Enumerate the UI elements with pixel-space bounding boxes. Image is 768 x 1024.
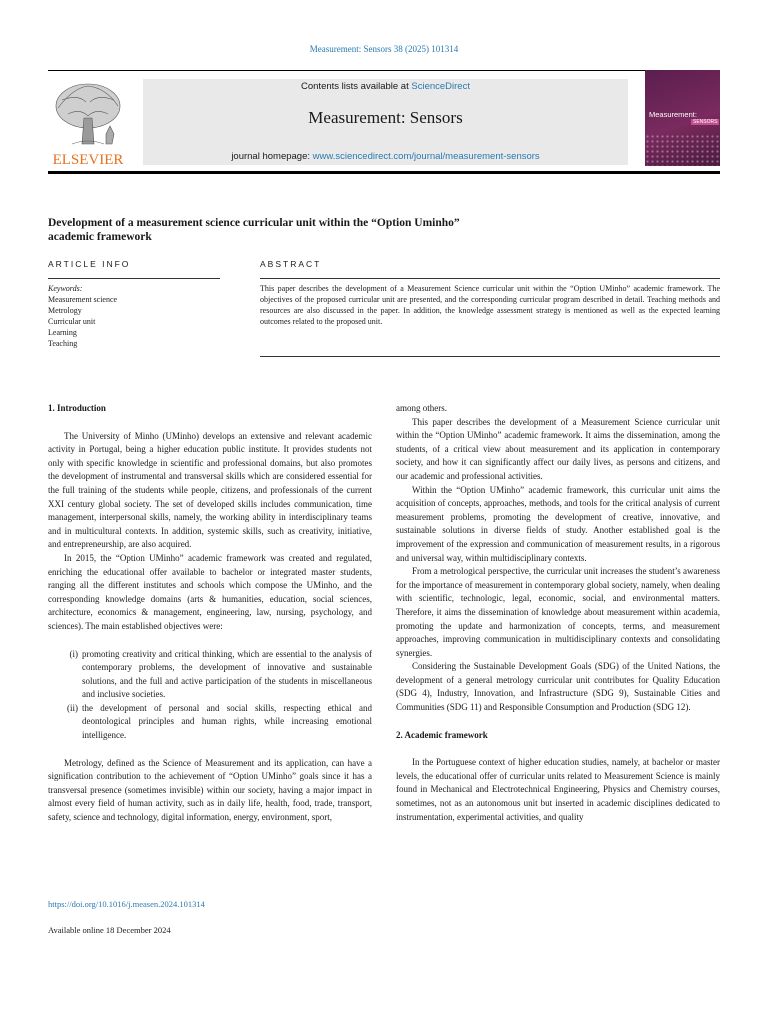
left-column bbox=[48, 402, 372, 825]
doi-link[interactable]: https://doi.org/10.1016/j.measen.2024.101314 bbox=[48, 899, 205, 909]
list-item bbox=[48, 648, 372, 702]
list-item-text: the development of personal and social skills, respecting ethical and deontological principles and human rights, while increasing emotional intelligence. bbox=[82, 702, 372, 741]
journal-homepage bbox=[143, 151, 628, 162]
keywords-label: Keywords: bbox=[48, 284, 83, 293]
list-item-text: promoting creativity and critical thinking, which are essential to the analysis of contemporary problems, the development of innovative and sustainable solutions, and the full and active participation of the students in miscellaneous and inclusive societies. bbox=[82, 648, 372, 700]
available-online: Available online 18 December 2024 bbox=[48, 925, 171, 935]
header-rule bbox=[48, 70, 720, 71]
section-heading-introduction: 1. Introduction bbox=[48, 403, 106, 413]
paragraph: In 2015, the “Option UMinho” academic framework was created and regulated, enriching the educational offer available to bachelor or integrated master students, ranging all the different institutes and schools which compose the UMinho, and the corresponding knowledge domains (arts & humanities, education, social sciences, architecture, economics & management, engineering, law, nursing, psychology, and sciences). The main established objectives were: bbox=[48, 552, 372, 631]
abstract-rule bbox=[260, 278, 720, 279]
contents-prefix: Contents lists available at bbox=[301, 81, 412, 92]
running-header[interactable]: Measurement: Sensors 38 (2025) 101314 bbox=[309, 44, 459, 54]
elsevier-tree-icon bbox=[48, 78, 128, 166]
masthead-bottom-rule bbox=[48, 171, 720, 174]
paragraph: Within the “Option UMinho” academic framework, this curricular unit aims the acquisition of concepts, approaches, methods, and tools for the critical analysis of current measurement problems, promoting the development of creative, innovative, and sustainable solutions in diverse fields of study. Another established goal is the improvement of the expression and communication of measurement results, in a rigorous and universal way, within multidisciplinary contexts. bbox=[396, 484, 720, 563]
keyword-item: Teaching bbox=[48, 339, 78, 348]
paragraph: among others. bbox=[396, 403, 447, 413]
homepage-link[interactable]: www.sciencedirect.com/journal/measurement-sensors bbox=[312, 151, 540, 162]
article-info-rule bbox=[48, 278, 220, 279]
paragraph: Considering the Sustainable Development Goals (SDG) of the United Nations, the development of a general metrology curricular unit contributes for Quality Education (SDG 4), Industry, Innovation, and Infrastructure (SDG 9), Sustainable Cities and Communities (SDG 11) and Responsible Consumption and Production (SDG 12). bbox=[396, 661, 720, 713]
article-title-line-2: academic framework bbox=[48, 231, 152, 243]
elsevier-logo[interactable] bbox=[48, 78, 128, 166]
abstract-bottom-rule bbox=[260, 356, 720, 357]
section-heading-academic-framework: 2. Academic framework bbox=[396, 729, 488, 740]
list-item bbox=[48, 702, 372, 743]
homepage-prefix: journal homepage: bbox=[231, 151, 313, 162]
list-item-number: (ii) bbox=[67, 702, 78, 713]
paragraph: In the Portuguese context of higher education studies, namely, at bachelor or master levels, the educational offer of curricular units related to Measurement Science is mainly found in Mechanical and Electrotechnical Engineering, Physics and Chemistry courses, sometimes, not as an autonomous unit but inserted in academic disciplines dedicated to instrumentation, experimental activities, and quality bbox=[396, 757, 720, 822]
list-item-number: (i) bbox=[69, 648, 78, 659]
article-title bbox=[48, 216, 608, 244]
journal-cover-thumbnail[interactable] bbox=[645, 70, 720, 166]
cover-title: Measurement: bbox=[649, 110, 697, 119]
paragraph: Metrology, defined as the Science of Measurement and its application, can have a signification contribution to the achievement of “Option UMinho” goals since it has a transversal presence (sometimes invisible) within our society, having a major impact in almost every field of human activity, such as in daily life, health, food, trade, transport, safety, science and technology, digital information, energy, environment, sport, bbox=[48, 757, 372, 823]
keyword-item: Metrology bbox=[48, 306, 82, 315]
right-column bbox=[396, 402, 720, 824]
article-info-heading: ARTICLE INFO bbox=[48, 259, 131, 269]
paragraph: The University of Minho (UMinho) develops an extensive and relevant academic activity in Portugal, being a higher education public institute. It provides students not only with specific knowledge in scientific and professional domains, but also promotes the development of instrumental and transversal skills which are considered essential for the full training of the students while people, citizens, and professionals of the current XXI century global society. The set of developed skills includes communication, time management, interpersonal skills, namely, the working ability in interdisciplinary teams and in multicultural contexts. In addition, systemic skills, such as creativity, initiative, and entrepreneurship, are also acquired. bbox=[48, 430, 372, 550]
keyword-item: Learning bbox=[48, 328, 77, 337]
paragraph: From a metrological perspective, the curricular unit increases the student’s awareness for the importance of measurement in contemporary global society, namely, when dealing with scientific, technologic, legal, economic, social, and environmental matters. Therefore, it aims the dissemination of knowledge about measurement within academia, promoting the update and harmonization of concepts, terms, and measurement approaches, improving communication in multidisciplinary contexts and consolidating synergies. bbox=[396, 566, 720, 658]
paragraph: This paper describes the development of a Measurement Science curricular unit within the “Option UMinho” academic framework. It aims the dissemination, among the students, of a critical view about measurement and its application in contemporary society, and how it can significantly affect our daily lives, as persons and citizens, and our academic and professional activities. bbox=[396, 416, 720, 481]
abstract-heading: ABSTRACT bbox=[260, 259, 322, 269]
keyword-item: Curricular unit bbox=[48, 317, 96, 326]
cover-pattern bbox=[645, 134, 720, 166]
article-title-line-1: Development of a measurement science curricular unit within the “Option Uminho” bbox=[48, 217, 460, 229]
journal-title: Measurement: Sensors bbox=[308, 108, 463, 127]
keywords-block bbox=[48, 283, 117, 349]
keyword-item: Measurement science bbox=[48, 295, 118, 304]
contents-line bbox=[143, 81, 628, 92]
cover-subtitle: SENSORS bbox=[693, 119, 718, 125]
elsevier-wordmark: ELSEVIER bbox=[52, 152, 124, 166]
abstract-text: This paper describes the development of a Measurement Science curricular unit within the “Option UMinho” academic framework. The objectives of the proposed curricular unit are presented, and the corresponding curricular program described in detail. Teaching methods and resources are also discussed in the paper. In addition, the knowledge assessment strategy is mentioned as well as the expected learning outcomes related to the proposed unit. bbox=[260, 284, 720, 326]
sciencedirect-link[interactable]: ScienceDirect bbox=[411, 81, 470, 92]
